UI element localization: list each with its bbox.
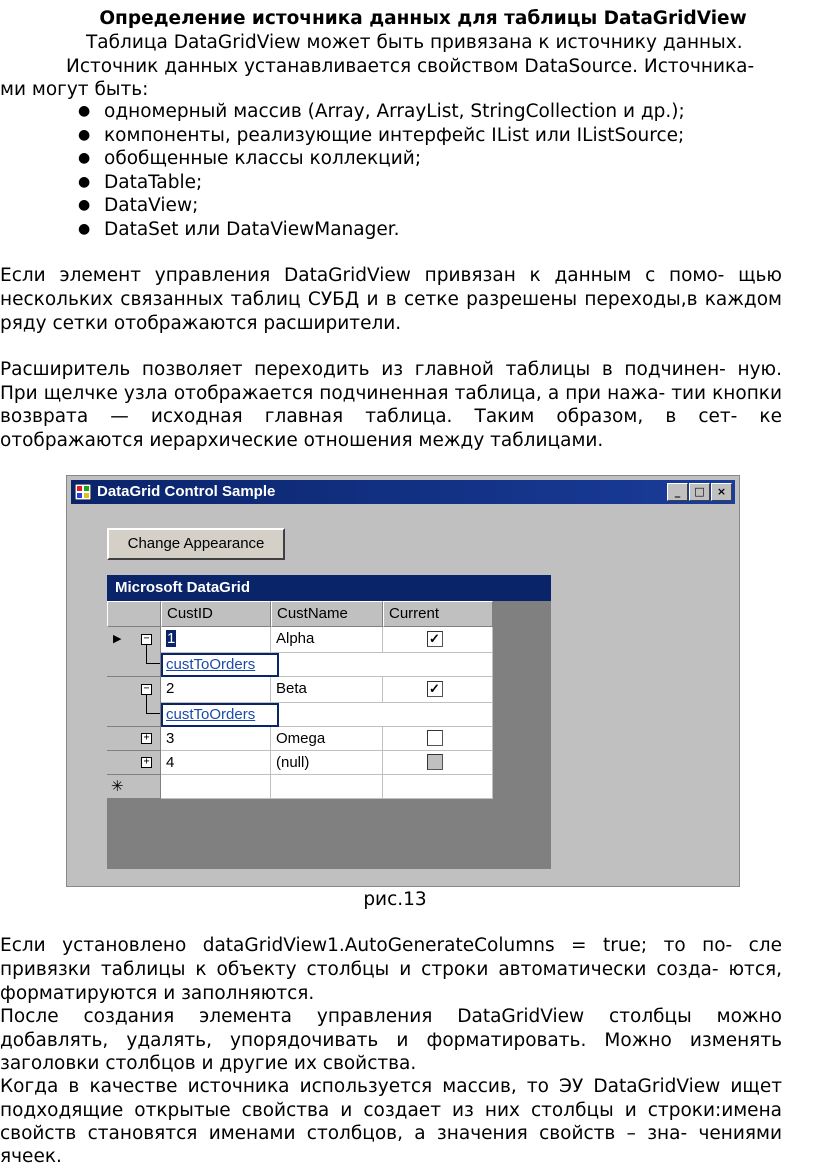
grid-cell-current[interactable] — [383, 727, 493, 751]
document-title: Определение источника данных для таблицы DataGridView — [99, 8, 747, 29]
app-icon — [75, 484, 91, 500]
grid-cell-custid[interactable]: 1 — [161, 627, 271, 653]
minimize-button[interactable]: _ — [667, 483, 688, 501]
bullet-item: ● одномерный массив (Array, ArrayList, StringCollection и др.); — [78, 101, 685, 122]
bullet-item: ● компоненты, реализующие интерфейс IList или IListSource; — [78, 125, 685, 146]
grid-cell-custname[interactable]: Alpha — [271, 627, 383, 653]
new-row-header[interactable] — [107, 775, 161, 799]
grid-caption: Microsoft DataGrid — [107, 575, 551, 601]
current-row-arrow-icon: ▶ — [113, 633, 122, 645]
maximize-button[interactable]: □ — [689, 483, 710, 501]
relation-link-custtoorders[interactable]: custToOrders — [161, 703, 279, 727]
bullet-item: ● DataSet или DataViewManager. — [78, 219, 400, 240]
check-icon: ✓ — [429, 681, 440, 696]
change-appearance-button[interactable]: Change Appearance — [107, 528, 285, 560]
paragraph-5-line-1: Когда в качестве источника используется массив, то ЭУ DataGridView ищет — [0, 1076, 782, 1097]
paragraph-4-line-2: добавлять, удалять, упорядочивать и форматировать. Можно изменять — [0, 1030, 782, 1051]
collapse-icon[interactable]: − — [141, 684, 152, 695]
paragraph-2-line-3: возврата — исходная главная таблица. Таким образом, в сет- ке — [0, 406, 782, 427]
grid-corner-header — [107, 601, 161, 627]
paragraph-5-line-3: свойств становятся именами столбцов, а значения свойств – зна- чениями — [0, 1123, 782, 1144]
bullet-item: ● DataView; — [78, 195, 199, 216]
paragraph-1-line-1: Если элемент управления DataGridView привязан к данным с помо- щью — [0, 265, 782, 286]
datagrid-sample-window — [66, 475, 740, 887]
row-header[interactable] — [107, 677, 161, 727]
grid-cell-custname[interactable]: (null) — [271, 751, 383, 775]
column-header-custid[interactable]: CustID — [161, 601, 271, 627]
grid-cell-custid[interactable]: 4 — [161, 751, 271, 775]
tree-connector — [146, 645, 161, 664]
paragraph-3-line-1: Если установлено dataGridView1.AutoGenerateColumns = true; то по- сле — [0, 935, 782, 956]
grid-cell-current[interactable] — [383, 627, 493, 653]
grid-cell-new[interactable] — [271, 775, 383, 799]
paragraph-2-line-1: Расширитель позволяет переходить из главной таблицы в подчинен- ную. — [0, 359, 782, 380]
tree-connector — [146, 695, 161, 714]
intro-line-2: Источник данных устанавливается свойством DataSource. Источника- — [66, 56, 755, 77]
checkbox-unchecked[interactable] — [427, 730, 443, 746]
close-button[interactable]: × — [711, 483, 732, 501]
expand-icon[interactable]: + — [141, 733, 152, 744]
checkbox-checked[interactable] — [427, 631, 443, 647]
window-title: DataGrid Control Sample — [97, 483, 276, 500]
paragraph-5-line-4: ячеек. — [0, 1146, 62, 1167]
intro-line-3: ми могут быть: — [0, 79, 149, 100]
checkbox-indeterminate[interactable] — [427, 754, 443, 770]
datagrid[interactable] — [107, 575, 551, 869]
grid-cell-custname[interactable]: Omega — [271, 727, 383, 751]
bullet-item: ● обобщенные классы коллекций; — [78, 148, 422, 169]
grid-cell-custname[interactable]: Beta — [271, 677, 383, 703]
intro-line-1: Таблица DataGridView может быть привязана к источнику данных. — [86, 32, 743, 53]
grid-cell-new[interactable] — [161, 775, 271, 799]
collapse-icon[interactable]: − — [141, 634, 152, 645]
grid-cell-custid[interactable]: 3 — [161, 727, 271, 751]
new-row-icon: ✳ — [111, 778, 124, 795]
expand-icon[interactable]: + — [141, 757, 152, 768]
relation-link-custtoorders[interactable]: custToOrders — [161, 653, 279, 677]
checkbox-checked[interactable] — [427, 681, 443, 697]
row-header[interactable] — [107, 727, 161, 751]
paragraph-4-line-1: После создания элемента управления DataGridView столбцы можно — [0, 1006, 782, 1027]
figure-caption: рис.13 — [363, 889, 427, 910]
grid-cell-new[interactable] — [383, 775, 493, 799]
paragraph-5-line-2: подходящие открытые свойства и создает из них столбцы и строки:имена — [0, 1100, 782, 1121]
paragraph-3-line-3: форматируются и заполняются. — [0, 983, 315, 1004]
grid-cell-current[interactable] — [383, 677, 493, 703]
bullet-item: ● DataTable; — [78, 172, 203, 193]
grid-cell-current[interactable] — [383, 751, 493, 775]
row-header[interactable] — [107, 751, 161, 775]
paragraph-2-line-4: отображаются иерархические отношения между таблицами. — [0, 430, 604, 451]
column-header-current[interactable]: Current — [383, 601, 493, 627]
row-header[interactable] — [107, 627, 161, 677]
window-titlebar — [71, 480, 735, 504]
column-header-custname[interactable]: CustName — [271, 601, 383, 627]
paragraph-4-line-3: заголовки столбцов и другие их свойства. — [0, 1053, 417, 1074]
paragraph-1-line-3: ряду сетки отображаются расширители. — [0, 313, 402, 334]
paragraph-3-line-2: привязки таблицы к объекту столбцы и строки автоматически созда- ются, — [0, 959, 782, 980]
paragraph-1-line-2: нескольких связанных таблиц СУБД и в сетке разрешены переходы,в каждом — [0, 289, 782, 310]
grid-cell-custid[interactable]: 2 — [161, 677, 271, 703]
paragraph-2-line-2: При щелчке узла отображается подчиненная таблица, а при нажа- тии кнопки — [0, 383, 782, 404]
check-icon: ✓ — [429, 631, 440, 646]
